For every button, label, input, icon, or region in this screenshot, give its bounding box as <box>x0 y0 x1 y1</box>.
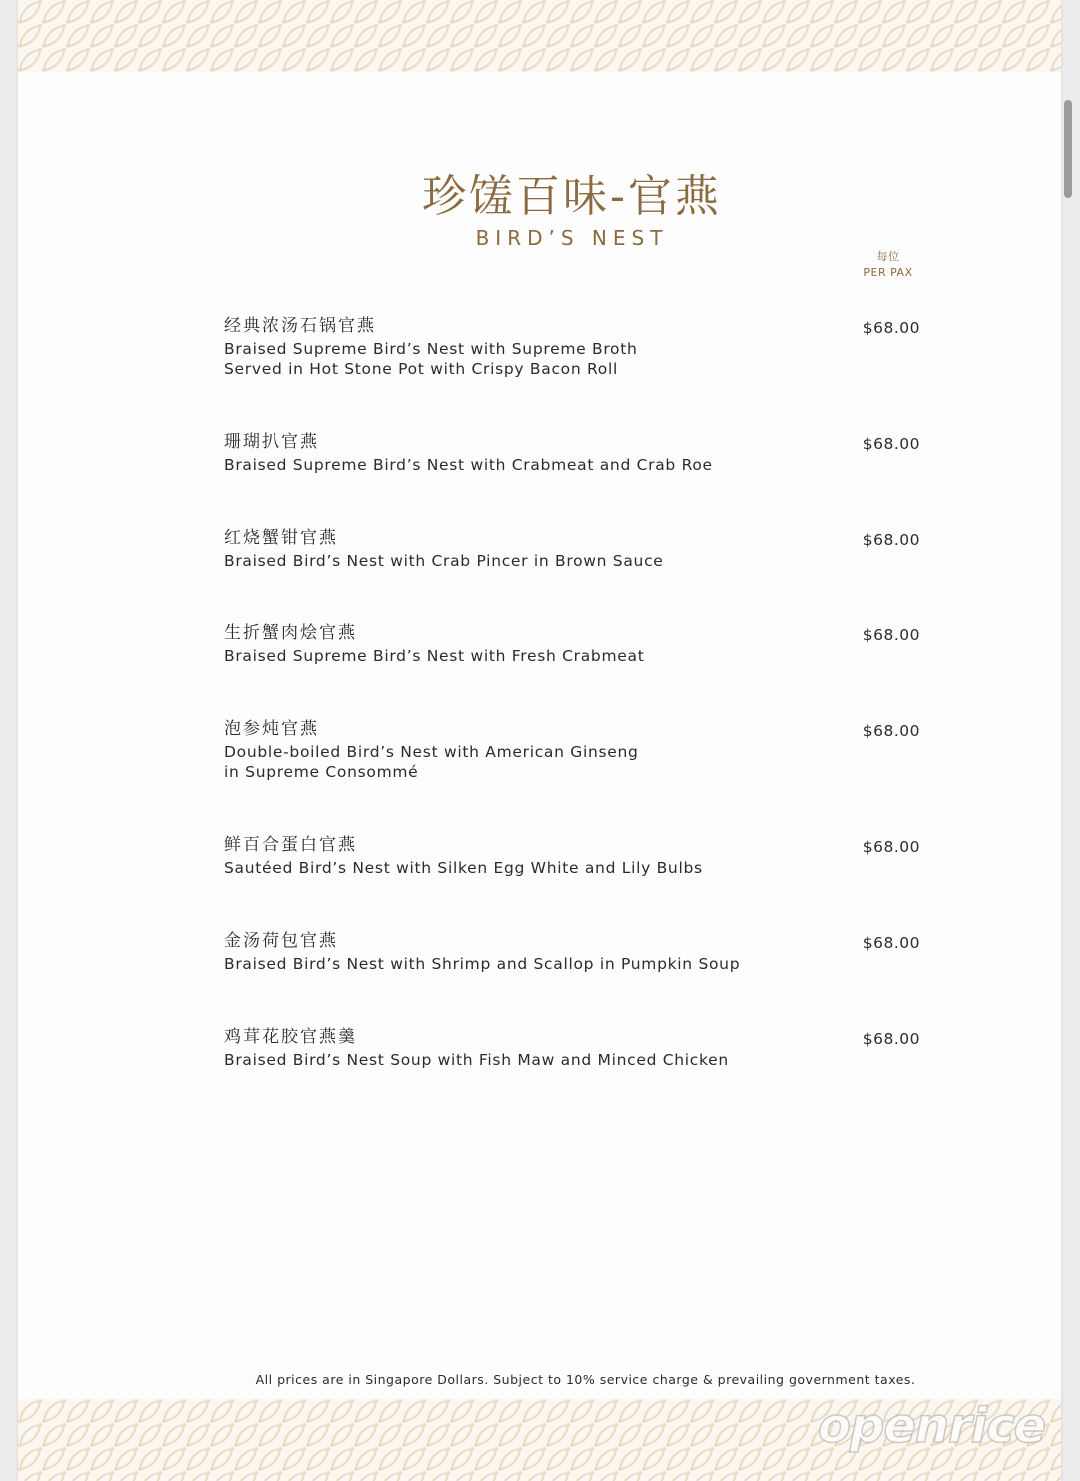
item-price: $68.00 <box>862 435 920 453</box>
per-pax-label <box>848 249 928 281</box>
item-english-description: Double-boiled Bird’s Nest with American Ginseng in Supreme Consommé <box>224 743 639 781</box>
item-price: $68.00 <box>862 838 920 856</box>
item-chinese-name: 泡参炖官燕 <box>224 719 319 739</box>
page-title-chinese: 珍馐百味-官燕 <box>422 171 722 222</box>
item-english-description: Braised Supreme Bird’s Nest with Crabmeat and Crab Roe <box>224 456 713 474</box>
item-chinese-name: 红烧蟹钳官燕 <box>224 528 338 548</box>
item-chinese-name: 生折蟹肉烩官燕 <box>224 623 357 643</box>
vertical-scrollbar[interactable] <box>1064 100 1072 198</box>
menu-item <box>224 833 924 878</box>
menu-item <box>224 929 924 974</box>
menu-item <box>224 526 924 571</box>
item-price: $68.00 <box>862 626 920 644</box>
menu-item <box>224 314 924 379</box>
menu-item <box>224 717 924 782</box>
menu-item <box>224 1025 924 1070</box>
item-english-description: Braised Bird’s Nest Soup with Fish Maw and Minced Chicken <box>224 1051 729 1069</box>
item-chinese-name: 经典浓汤石锅官燕 <box>224 316 376 336</box>
item-chinese-name: 鲜百合蛋白官燕 <box>224 835 357 855</box>
item-english-description: Braised Bird’s Nest with Shrimp and Scallop in Pumpkin Soup <box>224 955 741 973</box>
item-chinese-name: 珊瑚扒官燕 <box>224 432 319 452</box>
item-chinese-name: 鸡茸花胶官燕羹 <box>224 1027 357 1047</box>
footer-price-note: All prices are in Singapore Dollars. Subject to 10% service charge & prevailing government taxes. <box>255 1372 916 1387</box>
item-chinese-name: 金汤荷包官燕 <box>224 931 338 951</box>
per-pax-label-english: PER PAX <box>863 266 913 279</box>
menu-page <box>18 0 1061 1481</box>
watermark-logo: openrice <box>818 1398 1046 1454</box>
page-title-english: BIRD’S NEST <box>475 226 669 250</box>
menu-item <box>224 621 924 666</box>
item-english-description: Braised Bird’s Nest with Crab Pincer in Brown Sauce <box>224 552 664 570</box>
item-price: $68.00 <box>862 934 920 952</box>
item-english-description: Braised Supreme Bird’s Nest with Supreme Broth Served in Hot Stone Pot with Crispy Bacon Roll <box>224 340 638 378</box>
item-english-description: Braised Supreme Bird’s Nest with Fresh Crabmeat <box>224 647 645 665</box>
top-decorative-pattern <box>18 0 1061 72</box>
item-price: $68.00 <box>862 531 920 549</box>
item-price: $68.00 <box>862 319 920 337</box>
per-pax-label-chinese: 每位 <box>876 250 900 263</box>
item-price: $68.00 <box>862 1030 920 1048</box>
menu-item <box>224 430 924 475</box>
item-english-description: Sautéed Bird’s Nest with Silken Egg White and Lily Bulbs <box>224 859 703 877</box>
item-price: $68.00 <box>862 722 920 740</box>
